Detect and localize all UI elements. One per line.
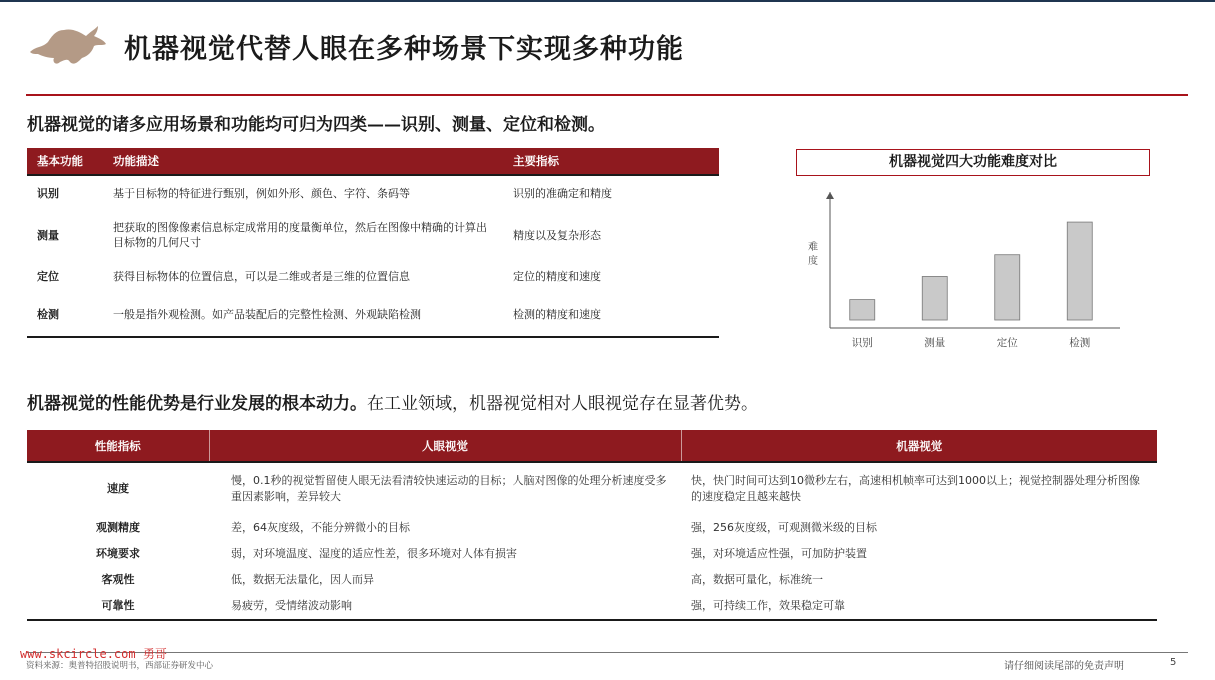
table-row xyxy=(27,210,719,260)
table-row xyxy=(27,593,1157,620)
watermark: www.skcircle.com 勇哥 xyxy=(20,647,167,661)
function-description: 把获取的图像像素信息标定成常用的度量衡单位，然后在图像中精确的计算出目标物的几何尺寸 xyxy=(113,221,487,249)
functions-table-header xyxy=(27,148,719,175)
chart-bar xyxy=(995,255,1020,320)
section-heading-functions xyxy=(27,110,605,135)
metric-label: 环境要求 xyxy=(96,547,140,560)
footer-source: 资料来源：奥普特招股说明书，西部证券研发中心 xyxy=(26,661,214,671)
chart-title: 机器视觉四大功能难度对比 xyxy=(796,149,1150,176)
table-row xyxy=(27,515,1157,541)
col-header-human-vision: 人眼视觉 xyxy=(209,430,681,462)
title-divider xyxy=(26,94,1188,96)
function-name: 识别 xyxy=(37,186,59,200)
chart-bar xyxy=(1067,222,1092,320)
x-tick-label: 定位 xyxy=(996,337,1018,349)
function-metric: 定位的精度和速度 xyxy=(513,269,601,283)
section-heading-performance xyxy=(27,389,758,414)
human-vision-cell: 弱，对环境温度、湿度的适应性差，很多环境对人体有损害 xyxy=(231,547,517,560)
table-row xyxy=(27,260,719,292)
col-header-description: 功能描述 xyxy=(103,148,503,175)
page-title: 机器视觉代替人眼在多种场景下实现多种功能 xyxy=(124,34,684,65)
x-tick-label: 检测 xyxy=(1069,337,1091,349)
machine-vision-cell: 强，可持续工作，效果稳定可靠 xyxy=(681,593,1157,620)
section-heading-functions-text: 机器视觉的诸多应用场景和功能均可归为四类——识别、测量、定位和检测。 xyxy=(27,115,605,135)
function-metric: 检测的精度和速度 xyxy=(503,292,719,337)
chart-bar xyxy=(922,276,947,320)
function-name: 检测 xyxy=(27,292,103,337)
machine-vision-cell: 强，对环境适应性强，可加防护装置 xyxy=(691,547,867,560)
page-number: 5 xyxy=(1170,657,1177,668)
table-row xyxy=(27,292,719,337)
y-axis-arrow-icon xyxy=(826,192,834,199)
function-metric: 识别的准确定和精度 xyxy=(513,186,612,200)
bull-logo-icon xyxy=(28,22,108,68)
machine-vision-cell: 强，256灰度级，可观测微米级的目标 xyxy=(691,521,877,534)
functions-table xyxy=(27,148,719,338)
function-description: 获得目标物体的位置信息，可以是二维或者是三维的位置信息 xyxy=(113,269,410,283)
col-header-machine-vision: 机器视觉 xyxy=(681,430,1157,462)
chart-bar xyxy=(850,300,875,320)
human-vision-cell: 差，64灰度级，不能分辨微小的目标 xyxy=(231,521,410,534)
machine-vision-cell: 高，数据可量化，标准统一 xyxy=(691,573,823,586)
footer-disclaimer: 请仔细阅读尾部的免责声明 xyxy=(1004,661,1124,672)
col-header-main-metric: 主要指标 xyxy=(503,148,719,175)
function-name: 测量 xyxy=(37,228,59,242)
table-row xyxy=(27,567,1157,593)
col-header-metric: 性能指标 xyxy=(27,430,209,462)
machine-vision-cell: 快，快门时间可达到10微秒左右，高速相机帧率可达到1000以上；视觉控制器处理分析图像的速度稳定且越来越快 xyxy=(691,474,1140,503)
x-tick-label: 测量 xyxy=(924,337,946,349)
metric-label: 可靠性 xyxy=(27,593,209,620)
table-row xyxy=(27,462,1157,515)
function-description: 一般是指外观检测。如产品装配后的完整性检测、外观缺陷检测 xyxy=(103,292,503,337)
function-metric: 精度以及复杂形态 xyxy=(513,228,601,242)
table-row xyxy=(27,175,719,210)
x-tick-label: 识别 xyxy=(851,337,873,349)
table-row xyxy=(27,541,1157,567)
performance-table-header xyxy=(27,430,1157,462)
function-description: 基于目标物的特征进行甄别，例如外形、颜色、字符、条码等 xyxy=(113,186,410,200)
top-rule xyxy=(0,0,1215,2)
col-header-basic-function: 基本功能 xyxy=(27,148,103,175)
human-vision-cell: 慢，0.1秒的视觉暂留使人眼无法看清较快速运动的目标；人脑对图像的处理分析速度受多重因素影响，差异较大 xyxy=(231,474,667,503)
y-axis-label: 难度 xyxy=(808,242,818,267)
metric-label: 观测精度 xyxy=(96,521,140,534)
metric-label: 客观性 xyxy=(101,573,135,586)
metric-label: 速度 xyxy=(107,482,129,495)
human-vision-cell: 易疲劳，受情绪波动影响 xyxy=(209,593,681,620)
human-vision-cell: 低，数据无法量化，因人而异 xyxy=(231,573,374,586)
function-name: 定位 xyxy=(37,269,59,283)
difficulty-bar-chart xyxy=(796,180,1148,360)
footer-divider xyxy=(26,652,1188,653)
section-heading-performance-bold: 机器视觉的性能优势是行业发展的根本动力。 xyxy=(27,394,367,414)
performance-table xyxy=(27,430,1157,621)
section-heading-performance-normal: 在工业领域，机器视觉相对人眼视觉存在显著优势。 xyxy=(367,394,758,414)
